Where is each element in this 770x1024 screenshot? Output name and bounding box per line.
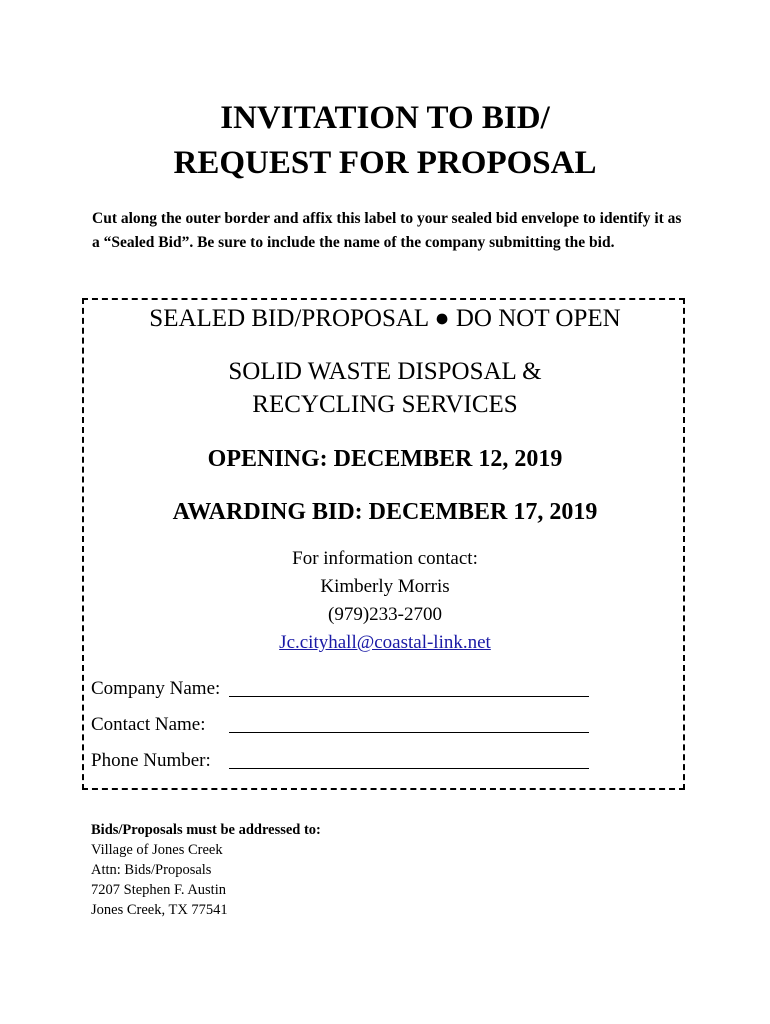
document-title-line1: INVITATION TO BID/ xyxy=(220,100,550,136)
service-line2: RECYCLING SERVICES xyxy=(252,391,518,418)
address-line3: 7207 Stephen F. Austin xyxy=(91,882,226,898)
contact-name-field[interactable] xyxy=(91,712,206,738)
document-title-line2: REQUEST FOR PROPOSAL xyxy=(173,145,597,181)
address-line4: Jones Creek, TX 77541 xyxy=(91,902,228,918)
awarding-date: AWARDING BID: DECEMBER 17, 2019 xyxy=(172,499,598,525)
contact-email-link[interactable]: Jc.cityhall@coastal-link.net xyxy=(279,632,491,653)
company-name-blank[interactable] xyxy=(229,696,589,697)
mailing-address-block xyxy=(91,820,321,920)
phone-number-blank[interactable] xyxy=(229,768,589,769)
instructions-paragraph: Cut along the outer border and affix this label to your sealed bid envelope to identify it as a “Sealed Bid”. Be sure to include the name of the company submitting the bid. xyxy=(92,210,682,251)
company-name-label: Company Name: xyxy=(91,678,221,699)
company-name-field[interactable] xyxy=(91,676,220,702)
address-line2: Attn: Bids/Proposals xyxy=(91,862,212,878)
contact-name: Kimberly Morris xyxy=(320,576,450,597)
address-line1: Village of Jones Creek xyxy=(91,842,223,858)
contact-name-label: Contact Name: xyxy=(91,714,206,735)
label-heading: SEALED BID/PROPOSAL ● DO NOT OPEN xyxy=(149,305,621,332)
opening-date: OPENING: DECEMBER 12, 2019 xyxy=(207,446,563,472)
phone-number-label: Phone Number: xyxy=(91,750,211,771)
contact-name-blank[interactable] xyxy=(229,732,589,733)
service-line1: SOLID WASTE DISPOSAL & xyxy=(228,358,542,385)
contact-email-container xyxy=(0,629,770,657)
contact-phone: (979)233-2700 xyxy=(328,604,442,625)
address-heading: Bids/Proposals must be addressed to: xyxy=(91,822,321,838)
phone-number-field[interactable] xyxy=(91,748,211,774)
contact-intro: For information contact: xyxy=(292,548,478,569)
